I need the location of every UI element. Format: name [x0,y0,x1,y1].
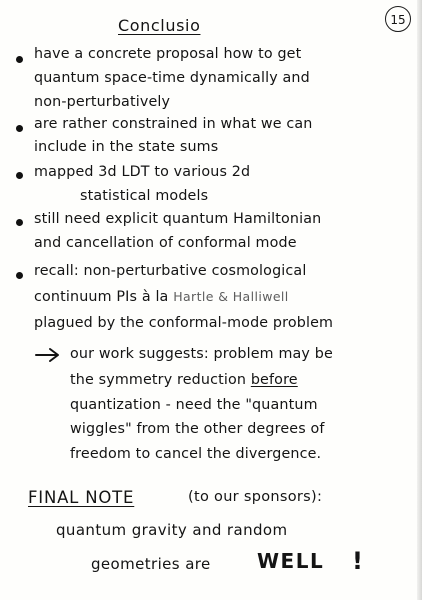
right-arrow-icon [34,347,62,363]
final-note-parenthetical: (to our sponsors): [188,489,323,505]
final-note-heading: FINAL NOTE [28,488,135,507]
bullet-5-line-2-text: continuum PIs à la [34,289,169,305]
consequence-line-3: quantization - need the "quantum [70,397,318,413]
consequence-line-2 [70,372,298,388]
bullet-3-line-2: statistical models [80,188,209,204]
bullet-5-line-2 [34,289,289,305]
bullet-1-line-2: quantum space-time dynamically and [34,70,310,86]
bullet-dot-icon [16,172,23,179]
consequence-line-1: our work suggests: problem may be [70,346,333,362]
bullet-dot-icon [16,56,23,63]
page-title: Conclusio [118,16,201,35]
final-note-line-1: quantum gravity and random [56,521,288,539]
bullet-4-line-1: still need explicit quantum Hamiltonian [34,211,322,227]
consequence-line-5: freedom to cancel the divergence. [70,446,322,462]
bullet-5-line-1: recall: non-perturbative cosmological [34,263,307,279]
bullet-5-line-3: plagued by the conformal-mode problem [34,315,334,331]
page-edge-shadow [417,0,422,600]
bullet-4-line-2: and cancellation of conformal mode [34,235,297,251]
bullet-2-line-2: include in the state sums [34,139,219,155]
emphasis-before: before [250,372,298,388]
bullet-dot-icon [16,219,23,226]
consequence-line-2-text: the symmetry reduction [70,372,247,388]
bullet-3-line-1: mapped 3d LDT to various 2d [34,164,251,180]
hartle-halliwell-reference: Hartle & Halliwell [173,289,289,304]
consequence-line-4: wiggles" from the other degrees of [70,421,325,437]
bullet-2-line-1: are rather constrained in what we can [34,116,313,132]
final-note-exclamation: ! [352,547,363,575]
final-note-emphasis: WELL [257,549,325,573]
bullet-dot-icon [16,125,23,132]
final-note-line-2: geometries are [91,555,211,573]
bullet-1-line-1: have a concrete proposal how to get [34,46,302,62]
bullet-1-line-3: non-perturbatively [34,94,171,110]
page-number-badge: 15 [385,6,411,32]
bullet-dot-icon [16,272,23,279]
